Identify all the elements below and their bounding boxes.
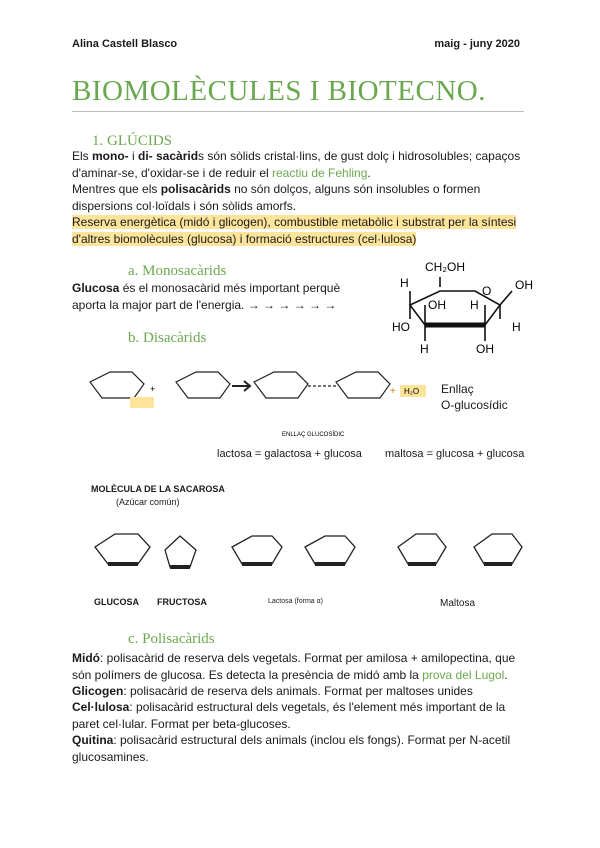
sucrose-subtitle: (Azúcar común) [116, 497, 180, 507]
text-run: : polisacàrid de reserva dels animals. Format per maltoses unides [123, 684, 473, 698]
text-run: s són sòlids cristal·lins, de gust dolç i hidrosolubles; capaços d'aminar-se, d'oxidar-se i de reduir el [72, 149, 521, 180]
ring-h: H [470, 298, 479, 312]
disaccharide-structures-diagram [80, 512, 530, 597]
polysaccharide-paragraph [72, 181, 532, 214]
intro-paragraph [72, 148, 532, 181]
glicogen-paragraph [72, 683, 532, 700]
lugol-link[interactable]: prova del Lugol [422, 667, 505, 682]
heading-disacarids: b. Disacàrids [128, 330, 207, 346]
maltosa-label: Maltosa [440, 598, 476, 609]
ring-ho: HO [392, 320, 410, 334]
text-run: : polisacàrid estructural dels animals (inclou els fongs). Format per N-acetil glucosamines. [72, 733, 511, 764]
lactosa-label: Lactosa (forma α) [268, 598, 324, 605]
ring-h: H [400, 276, 409, 290]
bold-term: Cel·lulosa [72, 700, 130, 714]
heading-monosacarids: a. Monosacàrids [128, 263, 227, 279]
glycosidic-bond-label: ENLLAÇ GLUCOSÍDIC [282, 432, 345, 438]
glucose-ring-diagram [380, 255, 540, 360]
glycosidic-bond-note [441, 381, 508, 413]
text-run: Els [72, 149, 93, 163]
ring-h: H [420, 342, 429, 356]
mido-paragraph [72, 650, 532, 683]
bold-term: polisacàrids [160, 182, 231, 196]
heading-polisacarids: c. Polisacàrids [128, 631, 215, 647]
highlighted-paragraph [72, 214, 532, 247]
cellulosa-paragraph [72, 699, 532, 732]
bold-term: Quitina [72, 733, 114, 747]
fructosa-label: FRUCTOSA [157, 597, 207, 607]
glucosa-paragraph [72, 280, 357, 313]
author-name: Alina Castell Blasco [72, 38, 178, 50]
bold-term: di- sacàrid [138, 149, 199, 163]
water-label: H₂O [404, 387, 420, 396]
bold-term: Glucosa [72, 281, 120, 295]
bold-term: mono- [92, 149, 129, 163]
lactosa-formula: lactosa = galactosa + glucosa [217, 448, 362, 460]
ring-h: H [512, 320, 521, 334]
text-run: és el monosacàrid més important perquè aporta la major part de l'energia. → → → → → → [72, 281, 341, 312]
text-run: . [367, 165, 371, 180]
ring-ch2oh: CH₂OH [425, 260, 465, 274]
note-line: O-glucosídic [441, 398, 508, 412]
bold-term: Glicogen [72, 684, 124, 698]
ring-oxygen: O [482, 284, 492, 298]
svg-text:+: + [150, 384, 156, 394]
sucrose-title: MOLÈCULA DE LA SACAROSA [91, 484, 225, 494]
ring-oh: OH [515, 278, 533, 292]
text-run: no són dolços, alguns són insolubles o formen dispersions col·loïdals i són sòlids amorfs. [72, 182, 481, 213]
svg-text:+: + [390, 386, 396, 397]
date-range: maig - juny 2020 [434, 38, 520, 50]
text-run: Mentres que els [72, 182, 161, 196]
page-title: BIOMOLÈCULES I BIOTECNO. [72, 75, 486, 107]
ring-oh: OH [428, 298, 446, 312]
text-run: i [128, 149, 139, 163]
bold-term: Midó [72, 651, 100, 665]
disaccharide-reaction-diagram [72, 352, 442, 442]
fehling-link[interactable]: reactiu de Fehling [272, 165, 368, 180]
section-heading-glucids: 1. GLÚCIDS [92, 133, 173, 149]
highlight-text: Reserva energètica (midó i glicogen), combustible metabòlic i substrat per la síntesi d'altres biomolècules (glucosa) i formació estructures (cel·lulosa) [72, 215, 517, 246]
quitina-paragraph [72, 732, 532, 765]
note-line: Enllaç [441, 382, 474, 396]
text-run: . [504, 667, 508, 682]
text-run: : polisacàrid de reserva dels vegetals. Format per amilosa + amilopectina, que són polímers de glucosa. Es detecta la presència de midó amb la [72, 651, 516, 682]
glucosa-label: GLUCOSA [94, 597, 139, 607]
title-divider [72, 111, 524, 112]
maltosa-formula: maltosa = glucosa + glucosa [385, 448, 525, 460]
text-run: : polisacàrid estructural dels vegetals, és l'element més important de la paret cel·lular. Format per beta-glucoses. [72, 700, 506, 731]
ring-oh: OH [476, 342, 494, 356]
